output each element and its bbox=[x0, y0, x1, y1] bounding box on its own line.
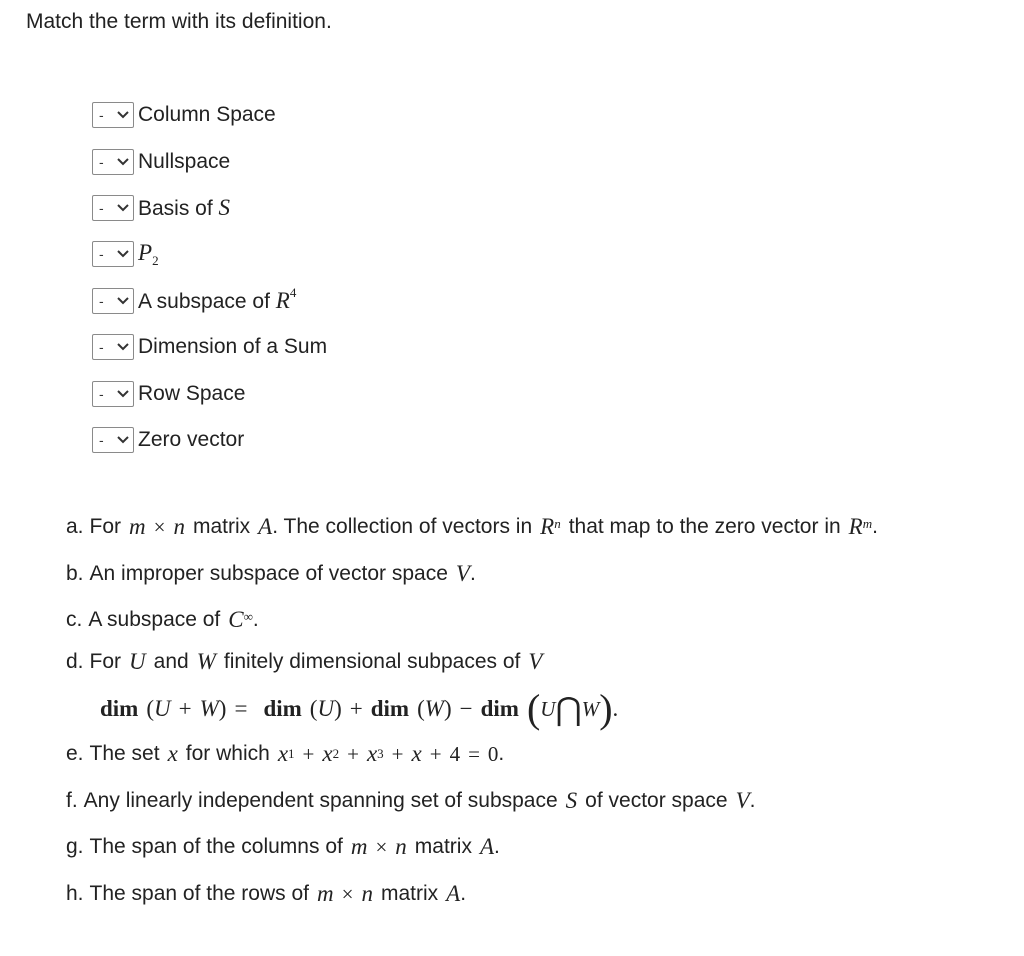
def-end: . bbox=[469, 561, 476, 585]
math-V: V bbox=[455, 560, 470, 586]
math-x: x bbox=[411, 741, 422, 767]
select-value: - bbox=[99, 431, 104, 448]
def-end: . bbox=[494, 835, 500, 859]
term-label: Zero vector bbox=[138, 427, 245, 451]
def-text: A subspace of bbox=[88, 607, 221, 631]
definition-h bbox=[66, 870, 1006, 916]
term-label: Row Space bbox=[138, 381, 246, 405]
math-zero: 0 bbox=[487, 742, 499, 767]
math-subscript: 2 bbox=[332, 746, 340, 762]
match-select-7[interactable] bbox=[92, 381, 134, 407]
math-cap: ⋂ bbox=[555, 691, 582, 728]
math-symbol: R bbox=[275, 287, 290, 313]
math-plus: + bbox=[302, 742, 315, 767]
math-plus: + bbox=[347, 742, 359, 767]
def-label: c. bbox=[66, 607, 83, 631]
definition-list bbox=[66, 504, 1006, 917]
math-plus: + bbox=[429, 742, 442, 767]
chevron-down-icon bbox=[117, 204, 129, 212]
chevron-down-icon bbox=[117, 343, 129, 351]
math-A: A bbox=[258, 514, 273, 540]
math-m: m bbox=[129, 514, 146, 540]
math-times: × bbox=[341, 881, 354, 906]
select-value: - bbox=[99, 199, 104, 216]
match-select-3[interactable] bbox=[92, 195, 134, 221]
def-label: d. bbox=[66, 650, 84, 674]
math-times: × bbox=[375, 835, 388, 860]
math-C: C bbox=[228, 606, 244, 632]
definition-f bbox=[66, 778, 1006, 824]
math-superscript: 4 bbox=[289, 284, 297, 300]
math-x: x bbox=[167, 741, 178, 767]
def-text: matrix bbox=[192, 515, 251, 539]
term-row bbox=[92, 278, 327, 324]
chevron-down-icon bbox=[117, 111, 129, 119]
def-text: The span of the columns of bbox=[89, 835, 343, 859]
def-label: h. bbox=[66, 881, 84, 905]
definition-d bbox=[66, 643, 1006, 731]
def-label: g. bbox=[66, 835, 84, 859]
chevron-down-icon bbox=[117, 158, 129, 166]
def-end: . bbox=[252, 607, 259, 631]
term-row bbox=[92, 92, 327, 138]
term-label bbox=[138, 284, 297, 314]
chevron-down-icon bbox=[117, 297, 129, 305]
def-text: Any linearly independent spanning set of subspace bbox=[83, 788, 558, 812]
math-dim: dim bbox=[370, 696, 410, 722]
def-text: For bbox=[89, 515, 122, 539]
def-label: e. bbox=[66, 742, 84, 766]
select-value: - bbox=[99, 339, 104, 356]
math-n: n bbox=[361, 880, 373, 906]
chevron-down-icon bbox=[117, 436, 129, 444]
def-text: For bbox=[89, 650, 122, 674]
math-times: × bbox=[153, 515, 166, 540]
math-W: W bbox=[199, 696, 219, 722]
term-label: Nullspace bbox=[138, 149, 231, 173]
select-value: - bbox=[99, 292, 104, 309]
def-text: and bbox=[153, 650, 189, 674]
def-end: . bbox=[498, 742, 505, 766]
term-text: Basis of bbox=[138, 196, 219, 220]
chevron-down-icon bbox=[117, 250, 129, 258]
term-label bbox=[138, 195, 230, 221]
def-text: matrix bbox=[380, 881, 439, 905]
def-end: . bbox=[612, 696, 619, 722]
math-symbol: S bbox=[218, 194, 231, 220]
definition-c bbox=[66, 597, 1006, 643]
math-symbol: P bbox=[138, 239, 153, 265]
def-end: . bbox=[749, 788, 756, 812]
math-four: 4 bbox=[449, 742, 461, 767]
math-U: U bbox=[540, 696, 556, 721]
math-W: W bbox=[196, 649, 216, 675]
math-m: m bbox=[316, 880, 334, 906]
math-eq: = bbox=[468, 742, 480, 767]
def-text: The span of the rows of bbox=[89, 881, 309, 905]
term-row bbox=[92, 417, 327, 463]
def-text: finitely dimensional subpaces of bbox=[223, 650, 521, 674]
match-select-2[interactable] bbox=[92, 149, 134, 175]
definition-g bbox=[66, 824, 1006, 870]
def-label: a. bbox=[66, 515, 84, 539]
definition-b bbox=[66, 550, 1006, 596]
def-end: . bbox=[872, 515, 878, 539]
math-eq: = bbox=[234, 696, 248, 722]
math-x: x bbox=[366, 741, 378, 767]
def-label: b. bbox=[66, 561, 84, 585]
math-dim: dim bbox=[480, 696, 519, 722]
term-row bbox=[92, 185, 327, 231]
match-select-6[interactable] bbox=[92, 334, 134, 360]
def-text: An improper subspace of vector space bbox=[89, 561, 448, 585]
math-plus: + bbox=[391, 742, 404, 767]
math-x: x bbox=[322, 741, 333, 767]
math-R: R bbox=[848, 514, 863, 540]
math-superscript: n bbox=[554, 516, 561, 532]
math-superscript: ∞ bbox=[243, 608, 253, 624]
instructions: Match the term with its definition. bbox=[26, 10, 332, 33]
math-V: V bbox=[735, 787, 750, 813]
def-text: The set bbox=[89, 742, 160, 766]
math-subscript: 3 bbox=[377, 746, 384, 762]
math-dim: dim bbox=[263, 696, 302, 722]
match-select-8[interactable] bbox=[92, 427, 134, 453]
math-S: S bbox=[565, 787, 578, 813]
term-label: Dimension of a Sum bbox=[138, 335, 328, 359]
math-A: A bbox=[479, 834, 495, 860]
math-A: A bbox=[446, 880, 461, 906]
match-select-5[interactable] bbox=[92, 288, 134, 314]
term-label: Column Space bbox=[138, 103, 276, 127]
term-text: A subspace of bbox=[138, 289, 276, 313]
definition-e bbox=[66, 731, 1006, 777]
term-label bbox=[138, 240, 159, 269]
def-label: f. bbox=[66, 788, 78, 812]
term-row bbox=[92, 370, 327, 416]
math-V: V bbox=[528, 649, 543, 675]
math-n: n bbox=[173, 514, 185, 540]
def-text: . The collection of vectors in bbox=[272, 515, 533, 539]
term-row bbox=[92, 138, 327, 184]
select-value: - bbox=[99, 385, 104, 402]
def-text: of vector space bbox=[585, 788, 728, 812]
math-subscript: 2 bbox=[152, 252, 159, 268]
math-U: U bbox=[154, 696, 171, 722]
math-W: W bbox=[424, 696, 444, 722]
def-text: for which bbox=[185, 742, 270, 766]
math-plus: + bbox=[178, 696, 192, 722]
math-x: x bbox=[277, 741, 289, 767]
definition-a bbox=[66, 504, 1006, 550]
math-plus: + bbox=[349, 696, 363, 722]
dimension-formula: dim ( U + W ) = dim ( U ) + dim ( W ) − dim ( U ⋂ W ) . bbox=[100, 686, 619, 732]
math-n: n bbox=[395, 834, 407, 860]
match-select-1[interactable] bbox=[92, 102, 134, 128]
select-value: - bbox=[99, 153, 104, 170]
select-value: - bbox=[99, 107, 104, 124]
match-select-4[interactable] bbox=[92, 241, 134, 267]
def-text: matrix bbox=[414, 835, 472, 859]
select-value: - bbox=[99, 246, 104, 263]
math-subscript: 1 bbox=[288, 746, 295, 762]
math-m: m bbox=[350, 834, 368, 860]
def-end: . bbox=[460, 881, 467, 905]
def-text: that map to the zero vector in bbox=[568, 515, 841, 539]
math-U: U bbox=[129, 649, 146, 675]
math-minus: − bbox=[459, 696, 473, 722]
math-R: R bbox=[540, 514, 555, 540]
math-superscript: m bbox=[862, 516, 873, 532]
math-W: W bbox=[581, 696, 600, 721]
term-row bbox=[92, 231, 327, 277]
math-dim: dim bbox=[100, 696, 139, 722]
term-list bbox=[92, 92, 327, 463]
chevron-down-icon bbox=[117, 390, 129, 398]
math-U: U bbox=[317, 696, 335, 722]
term-row bbox=[92, 324, 327, 370]
